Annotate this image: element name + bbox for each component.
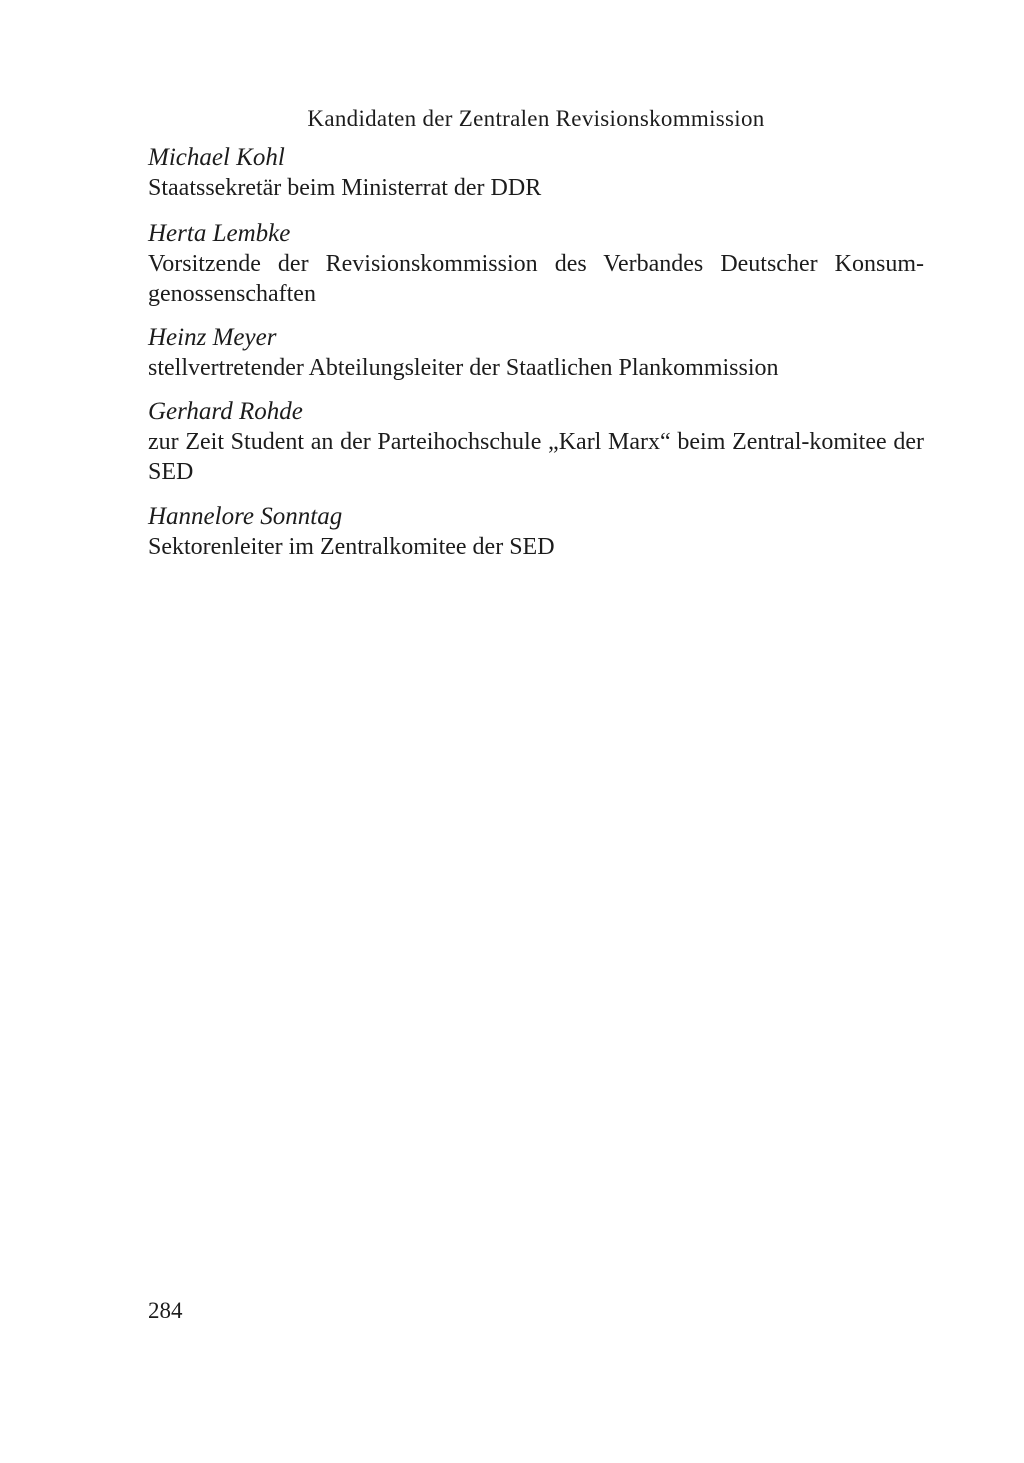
section-heading: Kandidaten der Zentralen Revisionskommission (307, 106, 765, 131)
candidate-name: Herta Lembke (148, 220, 291, 247)
candidate-entry (148, 502, 924, 562)
candidate-name: Hannelore Sonntag (148, 503, 343, 530)
candidate-name: Gerhard Rohde (148, 398, 303, 425)
candidate-entry (148, 323, 924, 383)
candidate-role: stellvertretender Abteilungsleiter der Staatlichen Plankommission (148, 355, 779, 381)
candidate-entry (148, 397, 924, 487)
candidate-name: Heinz Meyer (148, 324, 277, 351)
candidate-role: Vorsitzende der Revisionskommission des Verbandes Deutscher Konsum-genossenschaften (148, 251, 924, 307)
candidate-role: Sektorenleiter im Zentralkomitee der SED (148, 534, 555, 560)
candidate-name: Michael Kohl (148, 144, 285, 171)
page-number: 284 (148, 1298, 183, 1323)
candidate-entry (148, 219, 924, 309)
candidate-role: Staatssekretär beim Ministerrat der DDR (148, 175, 542, 201)
candidate-entry (148, 143, 924, 203)
candidate-role: zur Zeit Student an der Parteihochschule „Karl Marx“ beim Zentral-komitee der SED (148, 429, 924, 485)
